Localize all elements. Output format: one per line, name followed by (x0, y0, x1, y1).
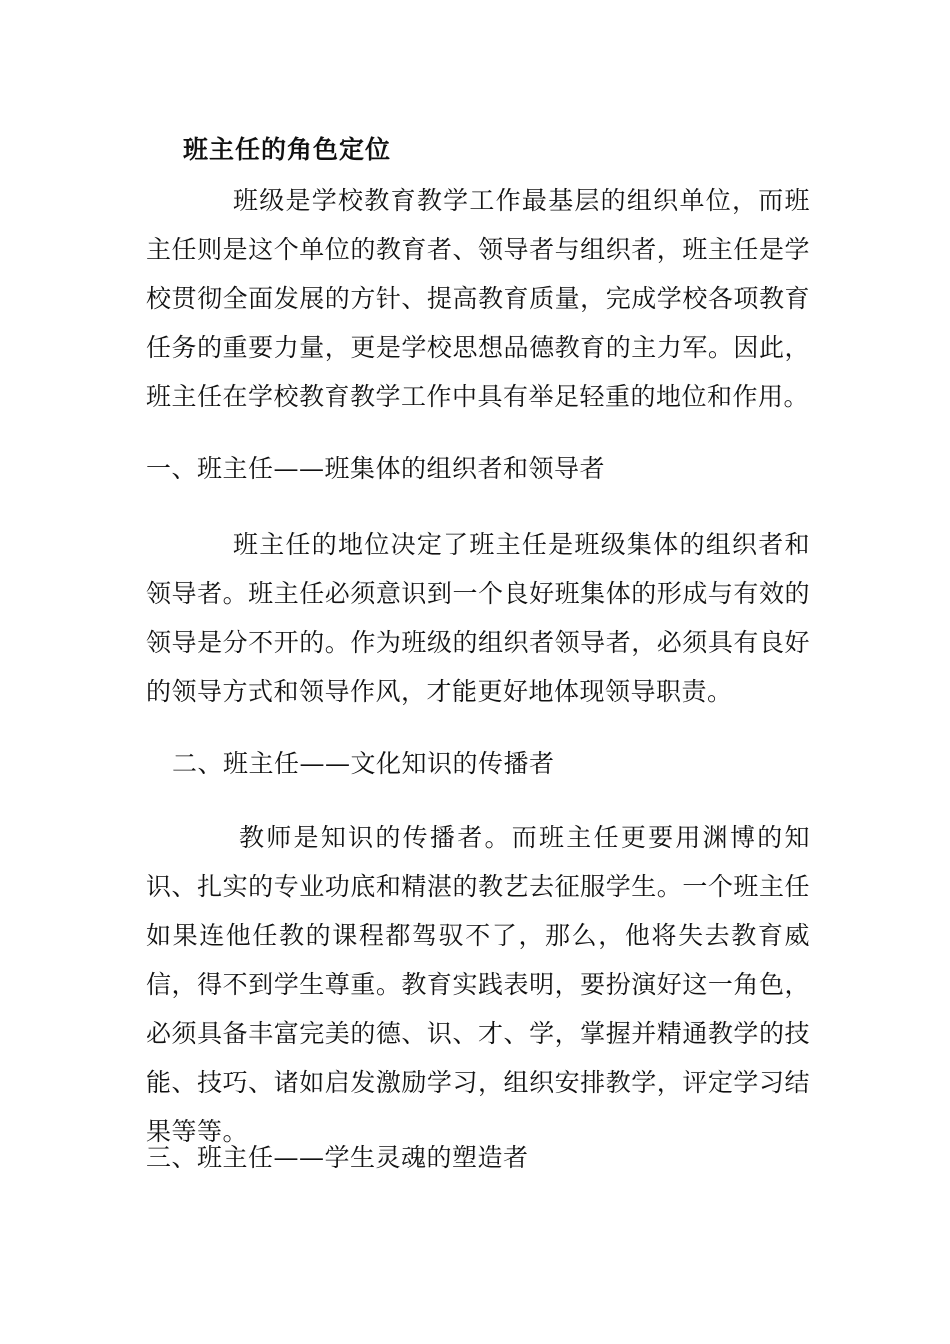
section-heading-1: 一、班主任——班集体的组织者和领导者 (146, 454, 606, 483)
section-1-paragraph: 班主任的地位决定了班主任是班级集体的组织者和领导者。班主任必须意识到一个良好班集体的形成与有效的领导是分不开的。作为班级的组织者领导者，必须具有良好的领导方式和领导作风，才能更好地体现领导职责。 (146, 530, 810, 706)
section-heading-3: 三、班主任——学生灵魂的塑造者 (146, 1143, 529, 1172)
document-title: 班主任的角色定位 (183, 135, 392, 164)
section-2-paragraph: 教师是知识的传播者。而班主任更要用渊博的知识、扎实的专业功底和精湛的教艺去征服学生。一个班主任如果连他任教的课程都驾驭不了，那么，他将失去教育威信，得不到学生尊重。教育实践表明，要扮演好这一角色，必须具备丰富完美的德、识、才、学，掌握并精通教学的技能、技巧、诸如启发激励学习，组织安排教学，评定学习结果等等。 (146, 823, 810, 1146)
intro-paragraph: 班级是学校教育教学工作最基层的组织单位，而班主任则是这个单位的教育者、领导者与组织者，班主任是学校贯彻全面发展的方针、提高教育质量，完成学校各项教育任务的重要力量，更是学校思想品德教育的主力军。因此，班主任在学校教育教学工作中具有举足轻重的地位和作用。 (146, 186, 810, 411)
section-heading-2: 二、班主任——文化知识的传播者 (172, 749, 555, 778)
